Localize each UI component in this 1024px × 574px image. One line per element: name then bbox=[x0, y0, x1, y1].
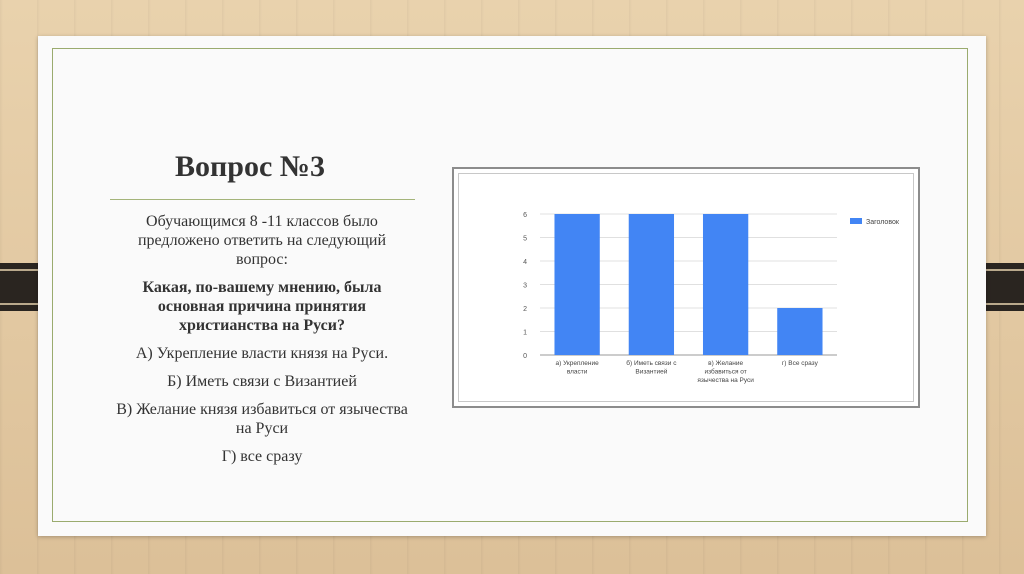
intro-text: Обучающимся 8 -11 классов было предложено ответить на следующий вопрос: bbox=[137, 213, 387, 268]
bar-1 bbox=[629, 214, 674, 355]
x-tick-label: а) Укрепление bbox=[555, 360, 599, 367]
y-tick-label: 0 bbox=[523, 353, 527, 360]
y-tick-label: 4 bbox=[523, 259, 527, 266]
y-tick-label: 1 bbox=[523, 329, 527, 337]
bar-chart bbox=[459, 174, 917, 405]
bar-0 bbox=[554, 214, 599, 355]
x-tick-label: б) Иметь связи с bbox=[626, 360, 677, 367]
option-d: Г) все сразу bbox=[221, 448, 303, 465]
x-tick-label: власти bbox=[566, 368, 588, 376]
y-tick-label: 5 bbox=[523, 235, 527, 243]
option-b: Б) Иметь связи с Византией bbox=[167, 373, 357, 390]
slide-title: Вопрос №3 bbox=[175, 150, 325, 183]
x-tick-label: в) Желание bbox=[708, 360, 744, 367]
chart-container bbox=[452, 167, 920, 408]
legend-label: Заголовок bbox=[866, 219, 899, 226]
y-tick-label: 3 bbox=[523, 282, 527, 290]
y-tick-label: 2 bbox=[523, 306, 527, 313]
slide-body bbox=[112, 212, 412, 475]
x-tick-label: г) Все сразу bbox=[781, 360, 818, 367]
title-underline bbox=[110, 199, 415, 200]
chart-inner-border bbox=[458, 173, 914, 402]
bar-3 bbox=[777, 308, 822, 355]
legend-swatch bbox=[850, 218, 862, 224]
bar-2 bbox=[703, 214, 748, 355]
option-a: А) Укрепление власти князя на Руси. bbox=[135, 345, 389, 362]
question-text: Какая, по-вашему мнению, была основная причина принятия христианства на Руси? bbox=[142, 279, 382, 334]
option-c: В) Желание князя избавиться от язычества на Руси bbox=[116, 401, 408, 437]
x-tick-label: избавиться от bbox=[704, 368, 747, 376]
x-tick-label: язычества на Руси bbox=[697, 377, 754, 384]
y-tick-label: 6 bbox=[523, 212, 527, 219]
x-tick-label: Византией bbox=[635, 368, 668, 376]
